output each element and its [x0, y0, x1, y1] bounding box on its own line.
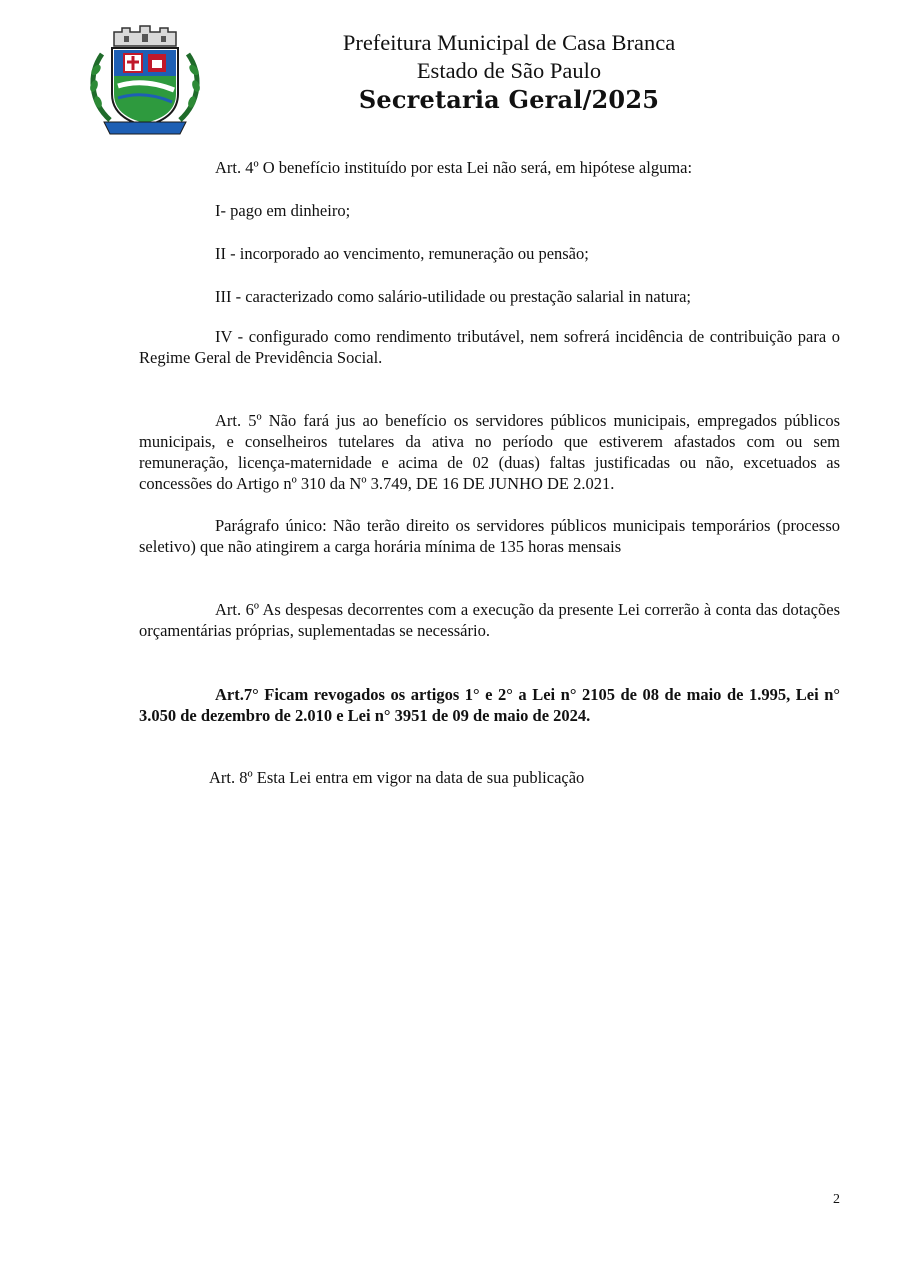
header-department: Secretaria Geral/2025 [358, 85, 660, 114]
article-5: Art. 5º Não fará jus ao benefício os servidores públicos municipais, empregados públicos municipais, e conselheiros tutelares da ativa no período que estiverem afastados com ou sem remuneração, licença-maternidade e acima de 02 (duas) faltas justificadas ou não, excetuados as concessões do Artigo nº 310 da Nº 3.749, DE 16 DE JUNHO DE 2.021. [139, 411, 840, 493]
header-municipality: Prefeitura Municipal de Casa Branca [342, 30, 676, 55]
header-state: Estado de São Paulo [416, 58, 602, 83]
article-4-item-i: I- pago em dinheiro; [215, 201, 351, 220]
page-header [0, 0, 905, 150]
article-4: Art. 4º O benefício instituído por esta Lei não será, em hipótese alguma: [215, 158, 693, 177]
municipal-coat-of-arms-icon [84, 24, 206, 140]
article-4-item-iii: III - caracterizado como salário-utilidade ou prestação salarial in natura; [215, 287, 691, 306]
article-5-paragraph: Parágrafo único: Não terão direito os servidores públicos municipais temporários (processo seletivo) que não atingirem a carga horária mínima de 135 horas mensais [139, 516, 840, 556]
article-4-item-iv: IV - configurado como rendimento tributável, nem sofrerá incidência de contribuição para o Regime Geral de Previdência Social. [139, 327, 840, 367]
article-6: Art. 6º As despesas decorrentes com a execução da presente Lei correrão à conta das dotações orçamentárias próprias, suplementadas se necessário. [139, 600, 840, 640]
article-8: Art. 8º Esta Lei entra em vigor na data de sua publicação [209, 768, 585, 787]
article-7: Art.7° Ficam revogados os artigos 1° e 2° a Lei n° 2105 de 08 de maio de 1.995, Lei n° 3.050 de dezembro de 2.010 e Lei n° 3951 de 09 de maio de 2024. [139, 685, 840, 725]
page-number: 2 [833, 1192, 840, 1207]
article-4-item-ii: II - incorporado ao vencimento, remuneração ou pensão; [215, 244, 589, 263]
